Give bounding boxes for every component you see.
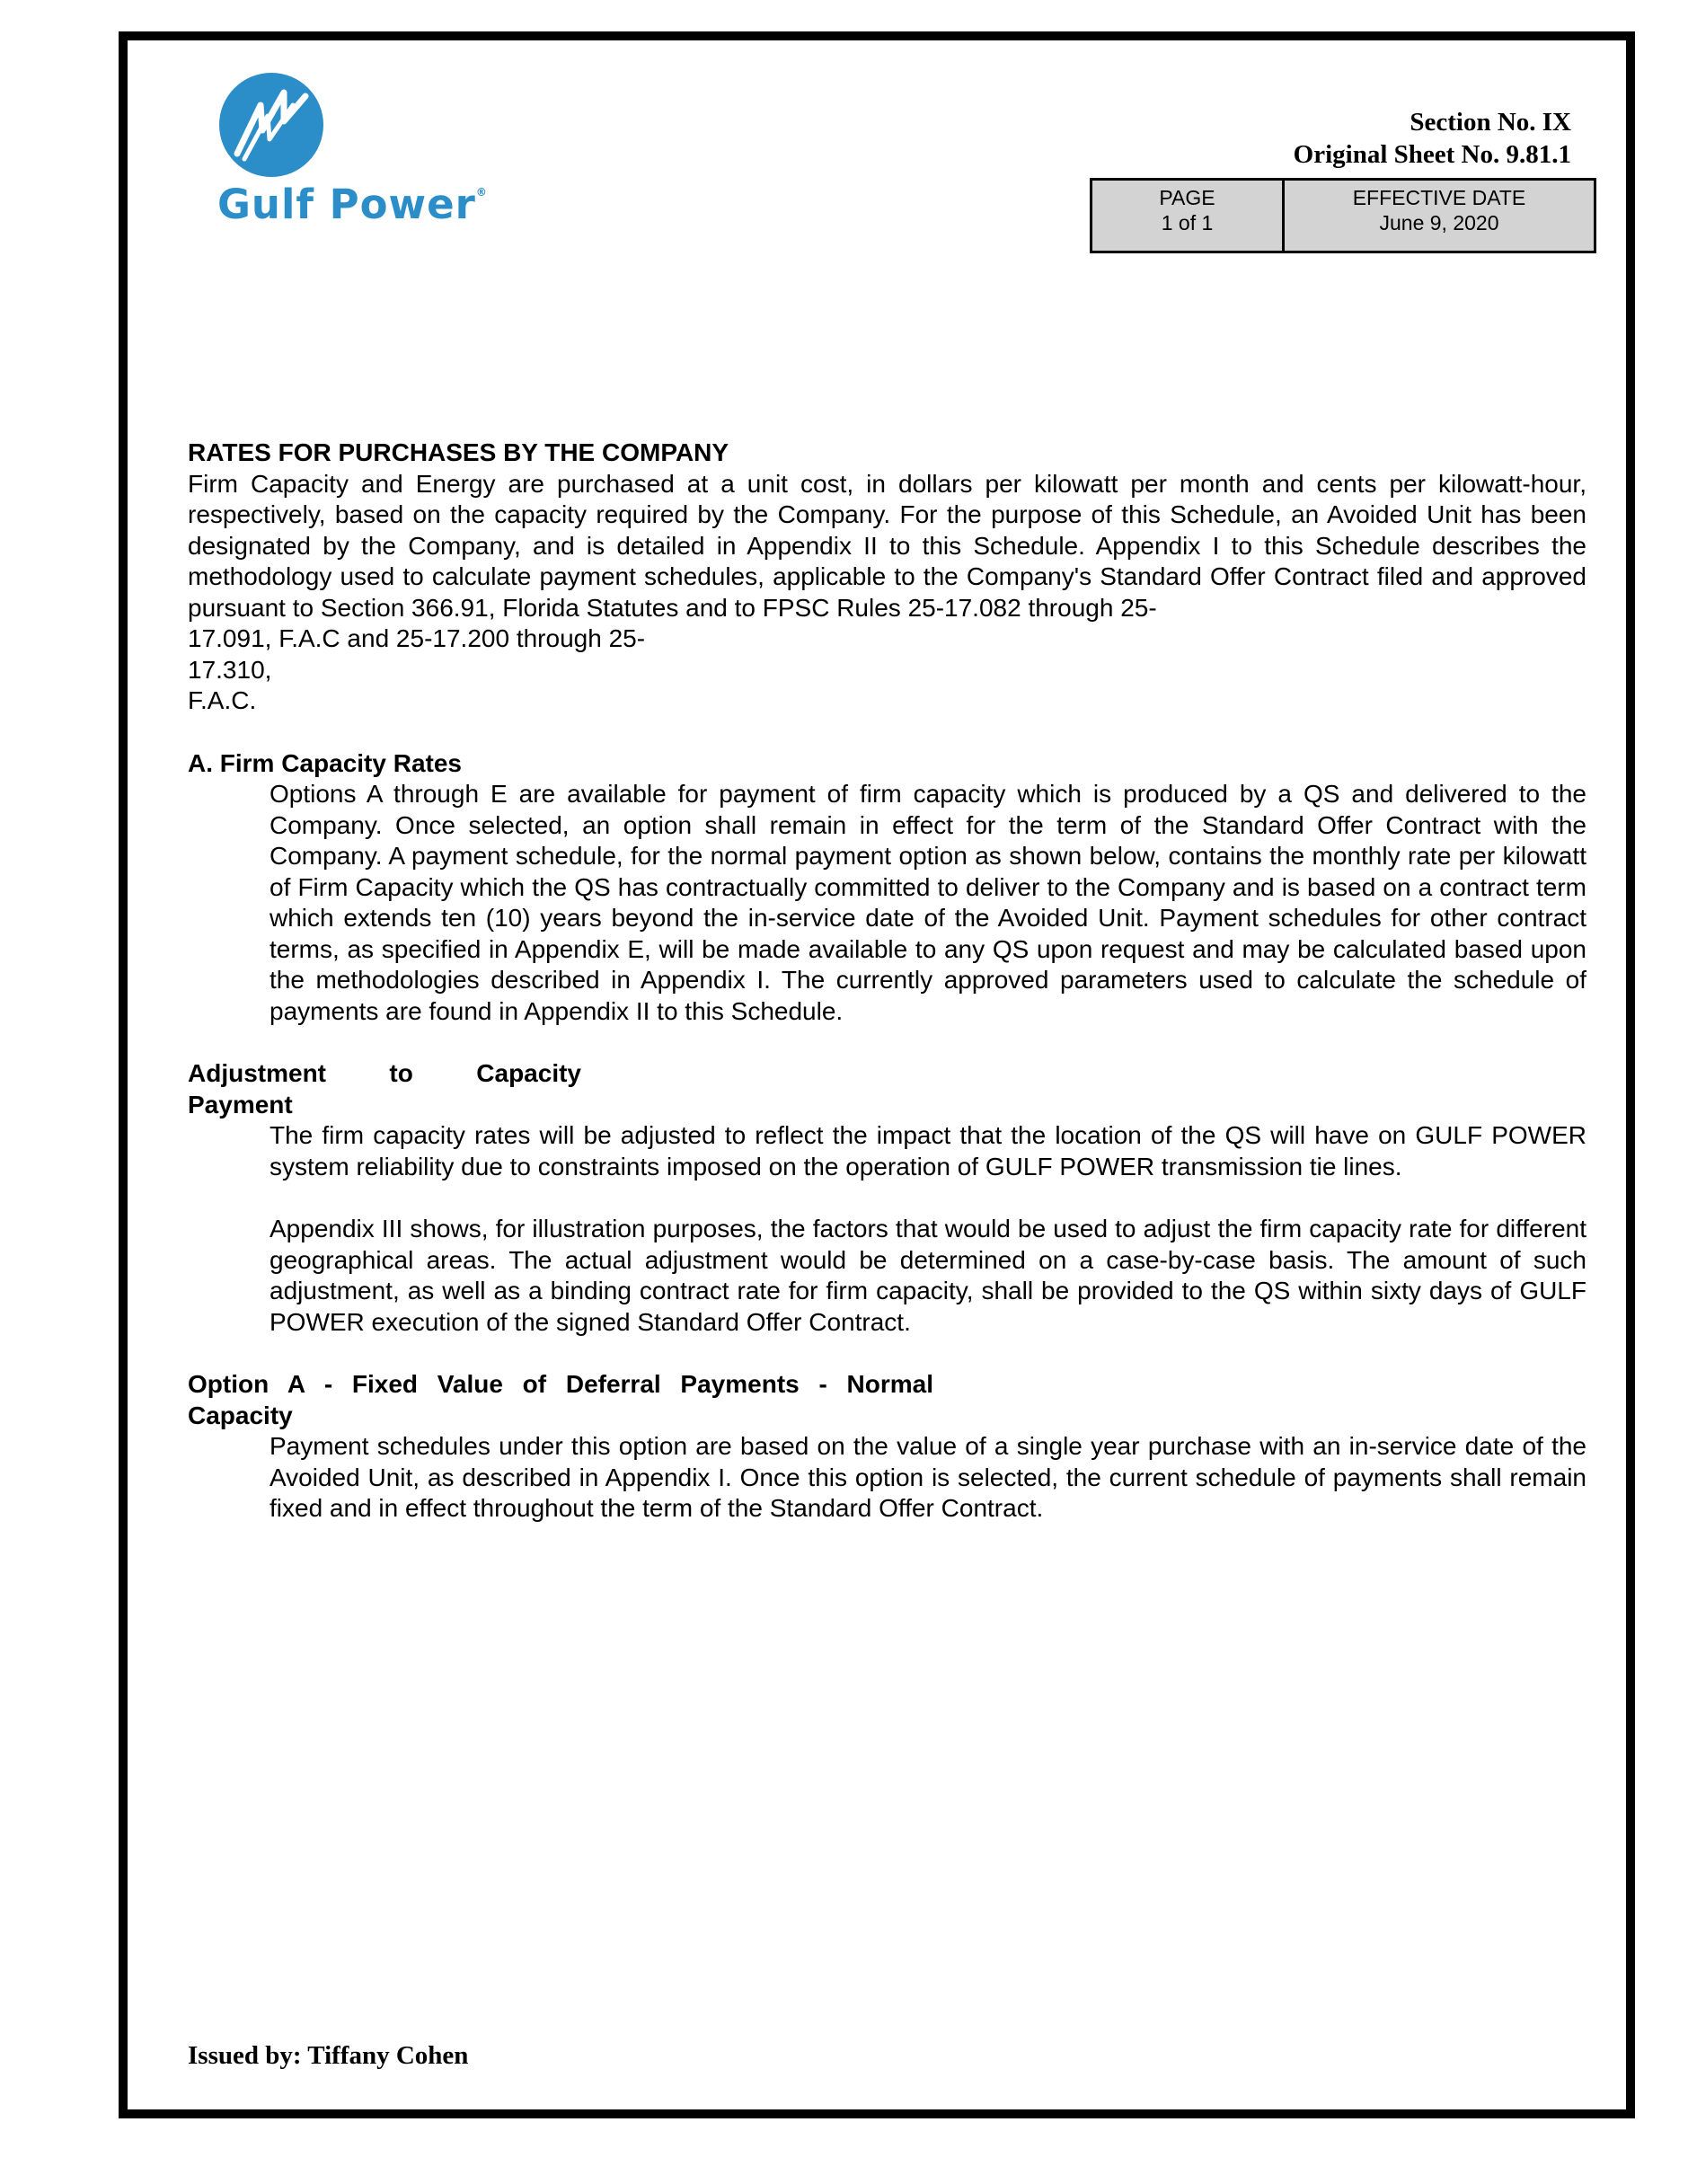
appendix-iii-paragraph: Appendix III shows, for illustration purposes, the factors that would be used to adjust the firm capacity rate for different geographical areas. The actual adjustment would be determined on a case-by-case basis. The amount of such adjustment, as well as a binding contract rate for firm capacity, shall be provided to the QS within sixty days of GULF POWER execution of the signed Standard Offer Contract.	[270, 1215, 1586, 1336]
intro-paragraph: Firm Capacity and Energy are purchased at a unit cost, in dollars per kilowatt per month and cents per kilowatt-hour, respectively, based on the capacity required by the Company. For the purpose of this Schedule, an Avoided Unit has been designated by the Company, and is detailed in Appendix II to this Schedule. Appendix I to this Schedule describes the methodology used to calculate payment schedules, applicable to the Company's Standard Offer Contract filed and approved pursuant to Section 366.91, Florida Statutes and to FPSC Rules 25-17.082 through 25-	[188, 469, 1586, 622]
adjustment-heading-line-2: Payment	[188, 1090, 293, 1119]
page-cell	[1092, 181, 1285, 251]
rates-heading: RATES FOR PURCHASES BY THE COMPANY	[188, 438, 729, 466]
issued-by: Issued by: Tiffany Cohen	[188, 2041, 469, 2070]
effective-date-value: June 9, 2020	[1379, 211, 1499, 234]
section-info	[1294, 106, 1571, 171]
logo-wordmark: Gulf Power®	[217, 181, 488, 228]
adjustment-heading: Adjustment to Capacity	[188, 1059, 581, 1087]
document-body	[188, 438, 1586, 1525]
section-a-paragraph: Options A through E are available for payment of firm capacity which is produced by a QS and delivered to the Company. Once selected, an option shall remain in effect for the term of the Standard Offer Contract with the Company. A payment schedule, for the normal payment option as shown below, contains the monthly rate per kilowatt of Firm Capacity which the QS has contractually committed to deliver to the Company and is based on a contract term which extends ten (10) years beyond the in-service date of the Avoided Unit. Payment schedules for other contract terms, as specified in Appendix E, will be made available to any QS upon request and may be calculated based upon the methodologies described in Appendix I. The currently approved parameters used to calculate the schedule of payments are found in Appendix II to this Schedule.	[270, 780, 1586, 1025]
section-number: Section No. IX	[1410, 108, 1571, 137]
option-a-paragraph: Payment schedules under this option are based on the value of a single year purchase with an in-service date of the Avoided Unit, as described in Appendix I. Once this option is selected, the current schedule of payments shall remain fixed and in effect throughout the term of the Standard Offer Contract.	[270, 1432, 1586, 1522]
page-value: 1 of 1	[1161, 211, 1214, 234]
effective-date-label: EFFECTIVE DATE	[1352, 186, 1526, 209]
company-logo	[217, 66, 527, 236]
adjustment-paragraph: The firm capacity rates will be adjusted to reflect the impact that the location of the QS will have on GULF POWER system reliability due to constraints imposed on the operation of GULF POWER transmission tie lines.	[270, 1121, 1586, 1180]
intro-line-2: 17.091, F.A.C and 25-17.200 through 25-	[188, 624, 646, 652]
gulf-power-logo-icon	[217, 71, 325, 179]
option-a-heading-line-2: Capacity	[188, 1401, 293, 1429]
section-a-heading: A. Firm Capacity Rates	[188, 748, 462, 777]
intro-line-3: 17.310,	[188, 655, 272, 684]
page-effective-box	[1090, 178, 1596, 253]
page-label: PAGE	[1159, 186, 1215, 209]
effective-date-cell	[1285, 181, 1594, 251]
intro-line-4: F.A.C.	[188, 686, 257, 714]
sheet-number: Original Sheet No. 9.81.1	[1293, 140, 1571, 169]
option-a-heading: Option A - Fixed Value of Deferral Payments - Normal	[188, 1370, 933, 1398]
